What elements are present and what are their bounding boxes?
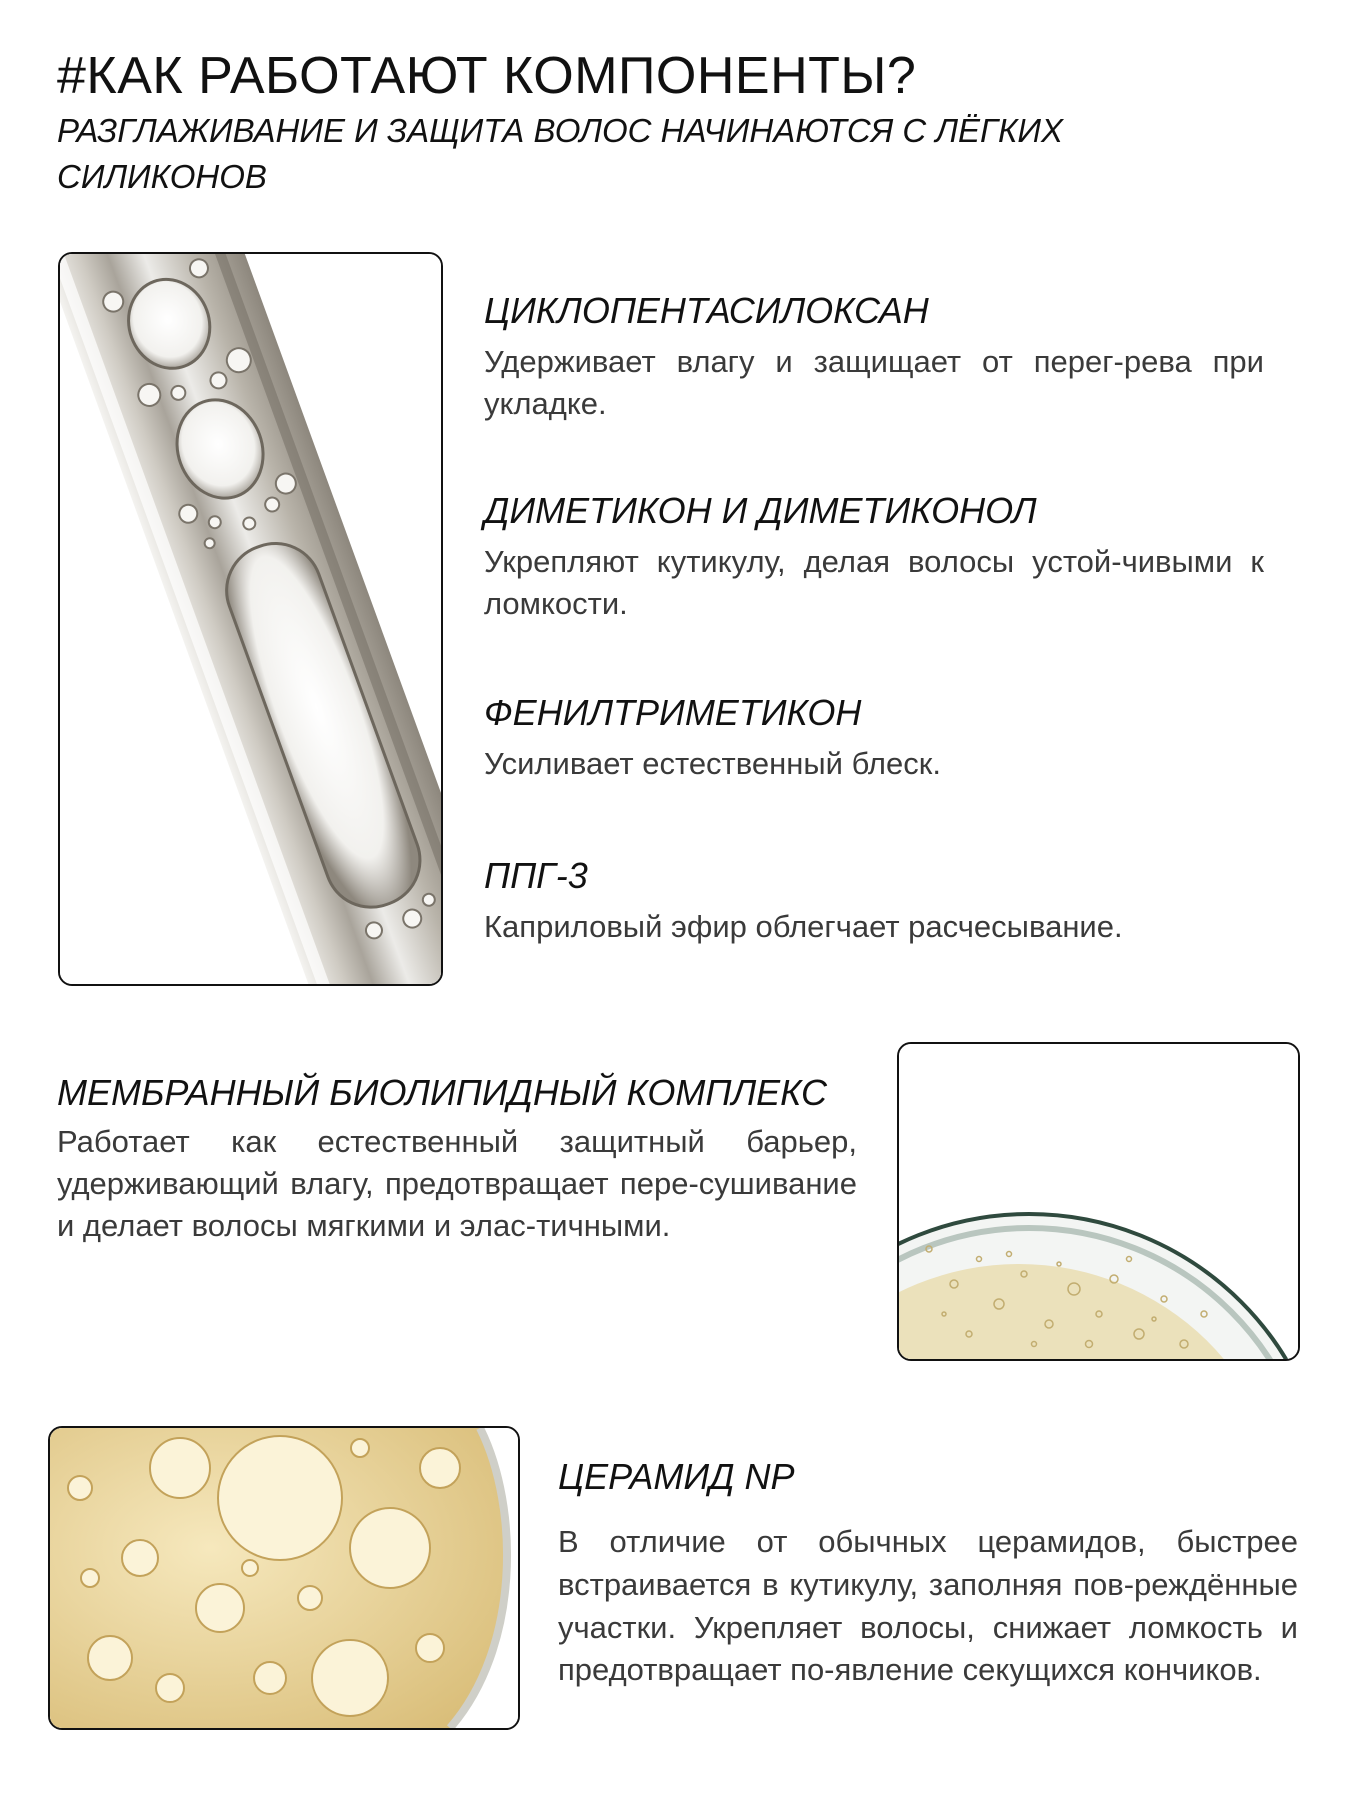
serum-dish-image [897, 1042, 1300, 1361]
component-cyclopentasiloxane [484, 288, 1264, 425]
component-phenyltrimethicone [484, 690, 1264, 785]
component-name: ЦИКЛОПЕНТАСИЛОКСАН [484, 290, 929, 331]
component-description: Работает как естественный защитный барьер, удерживающий влагу, предотвращает пере-сушивание и делает волосы мягкими и элас-тичными. [57, 1124, 857, 1243]
serum-bubbles-image [48, 1426, 520, 1730]
component-description: Укрепляют кутикулу, делая волосы устой-чивыми к ломкости. [484, 544, 1264, 621]
component-description: Удерживает влагу и защищает от перег-рева при укладке. [484, 344, 1264, 421]
component-description: Каприловый эфир облегчает расчесывание. [484, 909, 1123, 944]
component-ceramide [558, 1454, 1298, 1692]
component-ppg3 [484, 853, 1264, 948]
component-description: Усиливает естественный блеск. [484, 746, 941, 781]
component-dimethicone [484, 488, 1264, 625]
component-name: ДИМЕТИКОН И ДИМЕТИКОНОЛ [484, 490, 1037, 531]
component-biolipid [57, 1070, 857, 1247]
component-name: ППГ-3 [484, 855, 588, 896]
component-name: МЕМБРАННЫЙ БИОЛИПИДНЫЙ КОМПЛЕКС [57, 1072, 827, 1113]
page-title: #КАК РАБОТАЮТ КОМПОНЕНТЫ? [57, 47, 917, 105]
component-name: ФЕНИЛТРИМЕТИКОН [484, 692, 862, 733]
component-name: ЦЕРАМИД NP [558, 1456, 795, 1497]
page-subtitle: РАЗГЛАЖИВАНИЕ И ЗАЩИТА ВОЛОС НАЧИНАЮТСЯ С ЛЁГКИХ СИЛИКОНОВ [57, 112, 1064, 196]
component-description: В отличие от обычных церамидов, быстрее встраивается в кутикулу, заполняя пов-реждённые участки. Укрепляет волосы, снижает ломкость и предотвращает по-явление секущихся кончиков. [558, 1524, 1298, 1688]
serum-tube-image [58, 252, 443, 986]
